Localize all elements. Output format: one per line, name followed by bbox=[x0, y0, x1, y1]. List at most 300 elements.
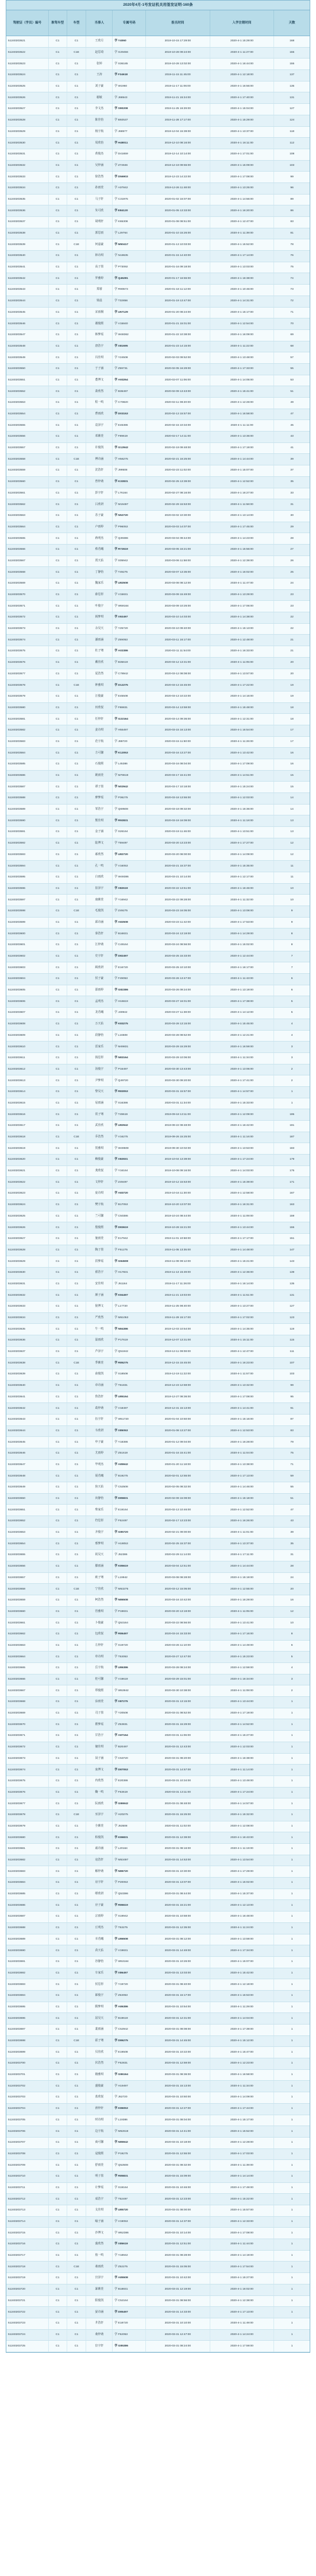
person-cell: 赵思琦 bbox=[86, 48, 113, 59]
table-row bbox=[6, 1731, 310, 1742]
license-id-cell: 51240203548 bbox=[6, 341, 49, 352]
days-cell: 1 bbox=[291, 1971, 293, 1975]
person-cell: 范宇航 bbox=[86, 737, 113, 748]
cancel-time-cell: 2020-4-1 13:06:00 bbox=[210, 1064, 275, 1075]
cancel-time-cell: 2020-4-1 17:06:00 bbox=[210, 601, 275, 612]
register-time-cell: 2019-10-15 17:29:00 bbox=[146, 36, 210, 47]
person-cell: 涂雨萱 bbox=[86, 1697, 113, 1708]
vehicle-type-cell: C1 bbox=[67, 1222, 87, 1233]
permitted-class-cell: C1 bbox=[49, 1245, 67, 1256]
permitted-class-cell: C1 bbox=[49, 1381, 67, 1392]
register-time-cell: 2020-03-31 13:15:00 bbox=[146, 1697, 210, 1708]
table-row bbox=[6, 1663, 310, 1674]
cancel-time-cell: 2020-4-1 17:19:00 bbox=[210, 443, 275, 454]
days-cell: 19 bbox=[290, 683, 294, 687]
person-cell: 金子涵 bbox=[86, 827, 113, 838]
person-cell: 余昊天 bbox=[86, 624, 113, 635]
header-cancel-time: 入学注销时间 bbox=[210, 10, 275, 36]
vehicle-type-cell: C1 bbox=[67, 161, 87, 172]
days-cell: 1 bbox=[291, 2175, 293, 2178]
person-cell: 井浩轩 bbox=[86, 2318, 113, 2329]
person-cell: 贝佳欣 bbox=[86, 2047, 113, 2058]
person-cell: 喻子涵 bbox=[86, 2217, 113, 2228]
table-row bbox=[6, 2036, 310, 2047]
table-row bbox=[6, 48, 310, 59]
permitted-class-cell: C1 bbox=[49, 725, 67, 736]
permitted-class-cell: C1 bbox=[49, 1155, 67, 1165]
vehicle-type-cell: C1 bbox=[67, 318, 87, 329]
days-cell: 17 bbox=[290, 740, 294, 743]
vehicle-type-cell: C1 bbox=[67, 1143, 87, 1154]
license-id-cell: 51240203644 bbox=[6, 1426, 49, 1437]
permitted-class-cell: C1 bbox=[49, 2081, 67, 2092]
exclusive-number-cell: 学 W53942 bbox=[113, 1685, 146, 1696]
vehicle-type-cell: C1 bbox=[67, 1900, 87, 1911]
exclusive-number-cell: 学 M78619 bbox=[113, 771, 146, 782]
person-cell: 乔浩然 bbox=[86, 1132, 113, 1143]
person-cell: 曾梓萌 bbox=[86, 477, 113, 488]
table-row bbox=[6, 1991, 310, 2002]
table-row bbox=[6, 1019, 310, 1031]
person-cell: 宦宇轩 bbox=[86, 2341, 113, 2352]
permitted-class-cell: C1 bbox=[49, 1403, 67, 1414]
cancel-time-cell: 2020-4-1 13:38:00 bbox=[210, 1460, 275, 1471]
days-cell: 191 bbox=[290, 1124, 295, 1128]
table-body bbox=[6, 36, 310, 2352]
permitted-class-cell: C1 bbox=[49, 1132, 67, 1143]
cancel-time-cell: 2020-4-1 13:14:00 bbox=[210, 511, 275, 522]
table-row bbox=[6, 285, 310, 296]
license-id-cell: 51240203558 bbox=[6, 454, 49, 465]
person-cell: 阮雨欣 bbox=[86, 1798, 113, 1809]
permitted-class-cell: C1 bbox=[49, 2115, 67, 2126]
table-row bbox=[6, 1008, 310, 1019]
exclusive-number-cell: 学 W49508 bbox=[113, 1143, 146, 1154]
cancel-time-cell: 2020-4-1 13:08:00 bbox=[210, 906, 275, 917]
permitted-class-cell: C1 bbox=[49, 1234, 67, 1245]
cancel-time-cell: 2020-4-1 16:48:00 bbox=[210, 1911, 275, 1922]
cancel-time-cell: 2020-4-1 12:59:00 bbox=[210, 1663, 275, 1674]
register-time-cell: 2019-12-19 09:55:00 bbox=[146, 161, 210, 172]
person-cell: 尤雨婷 bbox=[86, 1448, 113, 1459]
table-row bbox=[6, 477, 310, 488]
days-cell: 1 bbox=[291, 1960, 293, 1964]
permitted-class-cell: C1 bbox=[49, 962, 67, 973]
days-cell: 57 bbox=[290, 356, 294, 359]
vehicle-type-cell: C1 bbox=[67, 1403, 87, 1414]
vehicle-type-cell: C1 bbox=[67, 1019, 87, 1030]
cancel-time-cell: 2020-4-1 14:14:00 bbox=[210, 2171, 275, 2182]
license-id-cell: 51240203677 bbox=[6, 1798, 49, 1809]
days-cell: 3 bbox=[291, 1678, 293, 1681]
permitted-class-cell: C1 bbox=[49, 861, 67, 872]
person-cell: 马子轩 bbox=[86, 195, 113, 205]
license-id-cell: 51240203568 bbox=[6, 567, 49, 578]
days-cell: 163 bbox=[290, 1203, 295, 1207]
permitted-class-cell: C1 bbox=[49, 161, 67, 172]
exclusive-number-cell: 学 H55497 bbox=[113, 725, 146, 736]
permitted-class-cell: C1 bbox=[49, 1934, 67, 1945]
license-id-cell: 51240203684 bbox=[6, 1878, 49, 1889]
days-cell: 28 bbox=[290, 537, 294, 540]
vehicle-type-cell: C1 bbox=[67, 2160, 87, 2171]
table-row bbox=[6, 1234, 310, 1245]
exclusive-number-cell: 学 B19275 bbox=[113, 1471, 146, 1482]
register-time-cell: 2020-03-15 16:13:00 bbox=[146, 725, 210, 736]
vehicle-type-cell: C1 bbox=[67, 409, 87, 420]
vehicle-type-cell: C1 bbox=[67, 1855, 87, 1866]
permitted-class-cell: C1 bbox=[49, 1528, 67, 1538]
exclusive-number-cell: 学 Q52508 bbox=[113, 2160, 146, 2171]
days-cell: 55 bbox=[290, 1486, 294, 1489]
license-id-cell: 51240203672 bbox=[6, 1742, 49, 1753]
vehicle-type-cell: C1 bbox=[67, 1708, 87, 1719]
days-cell: 7 bbox=[291, 966, 293, 969]
days-cell: 6 bbox=[291, 1643, 293, 1647]
days-cell: 123 bbox=[290, 1316, 295, 1320]
license-id-cell: 51240203540 bbox=[6, 251, 49, 262]
cancel-time-cell: 2020-4-1 17:22:00 bbox=[210, 680, 275, 691]
exclusive-number-cell: 学 A02386 bbox=[113, 646, 146, 657]
cancel-time-cell: 2020-4-1 11:19:00 bbox=[210, 1844, 275, 1855]
person-cell: 司子墨 bbox=[86, 1708, 113, 1719]
register-time-cell: 2019-09-30 10:02:00 bbox=[146, 1143, 210, 1154]
person-cell: 邱诗涵 bbox=[86, 918, 113, 928]
header-days: 天数 bbox=[288, 21, 295, 25]
permitted-class-cell: C1 bbox=[49, 1471, 67, 1482]
permitted-class-cell: C1 bbox=[49, 2205, 67, 2216]
vehicle-type-cell: C1 bbox=[67, 624, 87, 635]
exclusive-number-cell: 学 L19386 bbox=[113, 2115, 146, 2126]
table-row bbox=[6, 2296, 310, 2307]
person-cell: 彭宇轩 bbox=[86, 488, 113, 499]
permitted-class-cell: C1 bbox=[49, 522, 67, 533]
license-id-cell: 51240203687 bbox=[6, 1911, 49, 1922]
permitted-class-cell: C1 bbox=[49, 2058, 67, 2069]
cancel-time-cell: 2020-4-1 11:49:00 bbox=[210, 2318, 275, 2329]
permitted-class-cell: C1 bbox=[49, 2104, 67, 2115]
cancel-time-cell: 2020-4-1 12:33:00 bbox=[210, 2217, 275, 2228]
register-time-cell: 2020-03-31 08:00:00 bbox=[146, 2205, 210, 2216]
person-cell: 孟明杰 bbox=[86, 996, 113, 1007]
license-id-cell: 51240203667 bbox=[6, 1685, 49, 1696]
vehicle-type-cell: C1 bbox=[67, 691, 87, 702]
register-time-cell: 2020-02-21 09:00:00 bbox=[146, 1528, 210, 1538]
exclusive-number-cell: 学 F53619 bbox=[113, 1788, 146, 1798]
person-cell: 朱可欣 bbox=[86, 205, 113, 216]
exclusive-number-cell: 学 H19497 bbox=[113, 2081, 146, 2092]
table-row bbox=[6, 36, 310, 48]
table-row bbox=[6, 511, 310, 522]
vehicle-type-cell: C1 bbox=[67, 1607, 87, 1618]
table-row bbox=[6, 545, 310, 556]
person-cell: 洪梦瑶 bbox=[86, 1256, 113, 1267]
register-time-cell: 2020-02-21 16:25:00 bbox=[146, 454, 210, 465]
exclusive-number-cell: 学 F52497 bbox=[113, 1516, 146, 1527]
permitted-class-cell: C1 bbox=[49, 2284, 67, 2295]
cancel-time-cell: 2020-4-1 15:39:00 bbox=[210, 1177, 275, 1188]
days-cell: 1 bbox=[291, 2028, 293, 2031]
exclusive-number-cell: 学 C49164 bbox=[113, 940, 146, 951]
vehicle-type-cell: C1 bbox=[67, 1426, 87, 1437]
person-cell: 包欣悦 bbox=[86, 1629, 113, 1640]
register-time-cell: 2019-10-20 13:07:00 bbox=[146, 1200, 210, 1211]
register-time-cell: 2020-03-22 13:51:00 bbox=[146, 884, 210, 895]
permitted-class-cell: C1 bbox=[49, 2194, 67, 2205]
days-cell: 135 bbox=[290, 1282, 295, 1285]
table-row bbox=[6, 2183, 310, 2194]
permitted-class-cell: C1 bbox=[49, 2036, 67, 2047]
cancel-time-cell: 2020-4-1 13:48:00 bbox=[210, 352, 275, 363]
vehicle-type-cell: C1 bbox=[67, 872, 87, 883]
license-id-cell: 51240203574 bbox=[6, 635, 49, 646]
person-cell: 牛一鸣 bbox=[86, 1324, 113, 1335]
license-id-cell: 51240203664 bbox=[6, 1652, 49, 1662]
permitted-class-cell: C1 bbox=[49, 928, 67, 939]
license-id-cell: 51240203612 bbox=[6, 1064, 49, 1075]
vehicle-type-cell: C1 bbox=[67, 1053, 87, 1064]
license-id-cell: 51240203552 bbox=[6, 386, 49, 397]
cancel-time-cell: 2020-4-1 11:16:00 bbox=[210, 1132, 275, 1143]
register-time-cell: 2019-11-25 08:40:00 bbox=[146, 1301, 210, 1312]
days-cell: 3 bbox=[291, 1045, 293, 1048]
days-cell: 69 bbox=[290, 333, 294, 337]
license-id-cell: 51240203560 bbox=[6, 477, 49, 488]
vehicle-type-cell: C1 bbox=[67, 2047, 87, 2058]
table-row bbox=[6, 59, 310, 70]
permitted-class-cell: C1 bbox=[49, 1889, 67, 1900]
license-id-cell: 51240203601 bbox=[6, 940, 49, 951]
cancel-time-cell: 2020-4-1 17:13:00 bbox=[210, 1471, 275, 1482]
cancel-time-cell: 2020-4-1 17:41:00 bbox=[210, 1075, 275, 1086]
cancel-time-cell: 2020-4-1 16:43:00 bbox=[210, 1832, 275, 1843]
vehicle-type-cell: C1 bbox=[67, 2307, 87, 2318]
cancel-time-cell: 2020-4-1 12:52:00 bbox=[210, 1505, 275, 1516]
vehicle-type-cell: C1 bbox=[67, 1087, 87, 1098]
days-cell: 1 bbox=[291, 1723, 293, 1726]
cancel-time-cell: 2020-4-1 12:47:00 bbox=[210, 217, 275, 228]
permitted-class-cell: C1 bbox=[49, 2160, 67, 2171]
permitted-class-cell: C1 bbox=[49, 1979, 67, 1990]
exclusive-number-cell: 学 W49386 bbox=[113, 872, 146, 883]
table-row bbox=[6, 2138, 310, 2149]
cancel-time-cell: 2020-4-1 15:27:00 bbox=[210, 2273, 275, 2284]
permitted-class-cell: C1 bbox=[49, 1991, 67, 2002]
person-cell: 冉欣然 bbox=[86, 1776, 113, 1787]
table-row bbox=[6, 714, 310, 725]
days-cell: 76 bbox=[290, 254, 294, 258]
exclusive-number-cell: 学 P20053 bbox=[113, 1878, 146, 1889]
license-id-cell: 51240203531 bbox=[6, 149, 49, 160]
register-time-cell: 2020-03-31 12:19:00 bbox=[146, 2284, 210, 2295]
table-row bbox=[6, 669, 310, 681]
exclusive-number-cell: 学 Q46281 bbox=[113, 273, 146, 284]
days-cell: 108 bbox=[290, 153, 295, 156]
register-time-cell: 2019-10-04 13:39:00 bbox=[146, 1155, 210, 1165]
exclusive-number-cell: 学 Y16164 bbox=[113, 1166, 146, 1177]
license-id-cell: 51240203689 bbox=[6, 1934, 49, 1945]
license-id-cell: 51240203620 bbox=[6, 1155, 49, 1165]
exclusive-number-cell: 学 U85720 bbox=[113, 2205, 146, 2216]
permitted-class-cell: C1 bbox=[49, 1019, 67, 1030]
vehicle-type-cell: C1 bbox=[67, 2183, 87, 2194]
permitted-class-cell: C1 bbox=[49, 477, 67, 488]
exclusive-number-cell: 学 H16619 bbox=[113, 996, 146, 1007]
register-time-cell: 2020-03-27 11:38:00 bbox=[146, 1008, 210, 1019]
permitted-class-cell: C1 bbox=[49, 251, 67, 262]
register-time-cell: 2020-03-02 10:30:00 bbox=[146, 511, 210, 522]
register-time-cell: 2020-01-15 14:40:00 bbox=[146, 251, 210, 262]
license-id-cell: 51240203571 bbox=[6, 601, 49, 612]
vehicle-type-cell: C1 bbox=[67, 262, 87, 273]
register-time-cell: 2020-03-31 14:33:00 bbox=[146, 2307, 210, 2318]
license-id-cell: 51240203628 bbox=[6, 1245, 49, 1256]
cancel-time-cell: 2020-4-1 16:34:00 bbox=[210, 1674, 275, 1685]
cancel-time-cell: 2020-4-1 12:47:00 bbox=[210, 1347, 275, 1358]
person-cell: 符思彤 bbox=[86, 1516, 113, 1527]
cancel-time-cell: 2020-4-1 14:48:00 bbox=[210, 1245, 275, 1256]
person-cell: 桑梓萌 bbox=[86, 2330, 113, 2341]
cancel-time-cell: 2020-4-1 12:03:00 bbox=[210, 1742, 275, 1753]
exclusive-number-cell: 学 B16831 bbox=[113, 928, 146, 939]
permitted-class-cell: C1 bbox=[49, 578, 67, 589]
cancel-time-cell: 2020-4-1 16:42:00 bbox=[210, 1121, 275, 1132]
exclusive-number-cell: 学 K32831 bbox=[113, 477, 146, 488]
days-cell: 1 bbox=[291, 2163, 293, 2167]
table-row bbox=[6, 872, 310, 884]
permitted-class-cell: C1 bbox=[49, 714, 67, 725]
license-id-cell: 51240203588 bbox=[6, 793, 49, 804]
license-id-cell: 51240203546 bbox=[6, 318, 49, 329]
cancel-time-cell: 2020-4-1 16:09:00 bbox=[210, 330, 275, 341]
person-cell: 成浩宇 bbox=[86, 2194, 113, 2205]
register-time-cell: 2020-03-15 11:50:00 bbox=[146, 737, 210, 748]
table-row bbox=[6, 239, 310, 251]
vehicle-type-cell: C1 bbox=[67, 1765, 87, 1775]
exclusive-number-cell: 学 A85942 bbox=[113, 1460, 146, 1471]
exclusive-number-cell: 学 M19497 bbox=[113, 499, 146, 510]
table-row bbox=[6, 1798, 310, 1810]
register-time-cell: 2020-02-13 10:46:00 bbox=[146, 1505, 210, 1516]
table-row bbox=[6, 1053, 310, 1064]
table-row bbox=[6, 996, 310, 1008]
person-cell: 兰可馨 bbox=[86, 1211, 113, 1222]
exclusive-number-cell: 学 B18831 bbox=[113, 2284, 146, 2295]
vehicle-type-cell: C1 bbox=[67, 1042, 87, 1052]
table-row bbox=[6, 1177, 310, 1188]
exclusive-number-cell: 学 L29764 bbox=[113, 228, 146, 239]
vehicle-type-cell: C1 bbox=[67, 838, 87, 849]
license-id-cell: 51240203585 bbox=[6, 759, 49, 770]
exclusive-number-cell: 学 S19942 bbox=[113, 1911, 146, 1922]
person-cell: 商可馨 bbox=[86, 2138, 113, 2148]
person-cell: 桑雨欣 bbox=[86, 2262, 113, 2272]
register-time-cell: 2019-11-05 13:35:00 bbox=[146, 1245, 210, 1256]
register-time-cell: 2020-02-29 11:14:00 bbox=[146, 1550, 210, 1561]
exclusive-number-cell: 学 J99508 bbox=[113, 465, 146, 476]
exclusive-number-cell: 学 C52508 bbox=[113, 1482, 146, 1493]
register-time-cell: 2020-03-29 10:06:00 bbox=[146, 1053, 210, 1064]
vehicle-type-cell: C1 bbox=[67, 635, 87, 646]
days-cell: 8 bbox=[291, 932, 293, 935]
cancel-time-cell: 2020-4-1 11:39:00 bbox=[210, 2160, 275, 2171]
vehicle-type-cell: C1E bbox=[67, 2262, 87, 2272]
exclusive-number-cell: 学 R92831 bbox=[113, 815, 146, 826]
vehicle-type-cell: C1 bbox=[67, 1979, 87, 1990]
exclusive-number-cell: 学 L19942 bbox=[113, 1573, 146, 1584]
exclusive-number-cell: 学 T53053 bbox=[113, 1652, 146, 1662]
table-row bbox=[6, 409, 310, 421]
license-id-cell: 51240203622 bbox=[6, 1177, 49, 1188]
permitted-class-cell: C1 bbox=[49, 262, 67, 273]
days-cell: 9 bbox=[291, 910, 293, 913]
person-cell: 蒲欣然 bbox=[86, 2239, 113, 2250]
register-time-cell: 2019-10-28 13:02:00 bbox=[146, 59, 210, 69]
register-time-cell: 2020-03-14 09:36:00 bbox=[146, 714, 210, 725]
vehicle-type-cell: C1 bbox=[67, 375, 87, 386]
vehicle-type-cell: C1E bbox=[67, 906, 87, 917]
license-id-cell: 51240203705 bbox=[6, 2115, 49, 2126]
register-time-cell: 2020-03-17 15:41:00 bbox=[146, 771, 210, 782]
cancel-time-cell: 2020-4-1 15:18:00 bbox=[210, 1494, 275, 1505]
vehicle-type-cell: C1 bbox=[67, 1731, 87, 1742]
exclusive-number-cell: 学 W51720 bbox=[113, 1415, 146, 1425]
permitted-class-cell: C1 bbox=[49, 635, 67, 646]
vehicle-type-cell: C1 bbox=[67, 81, 87, 92]
cancel-time-cell: 2020-4-1 14:44:00 bbox=[210, 454, 275, 465]
exclusive-number-cell: 学 E17942 bbox=[113, 1234, 146, 1245]
cancel-time-cell: 2020-4-1 15:04:00 bbox=[210, 104, 275, 115]
header-vehicle-type: 车型 bbox=[67, 10, 87, 36]
days-cell: 1 bbox=[291, 1101, 293, 1105]
exclusive-number-cell: 学 X85053 bbox=[113, 1426, 146, 1437]
person-cell: 杜子骞 bbox=[86, 646, 113, 657]
person-cell: 明子墨 bbox=[86, 2171, 113, 2182]
permitted-class-cell: C1 bbox=[49, 465, 67, 476]
exclusive-number-cell: 学 E19508 bbox=[113, 2047, 146, 2058]
person-cell: 江梓萌 bbox=[86, 940, 113, 951]
register-time-cell: 2020-03-31 15:25:00 bbox=[146, 1810, 210, 1821]
days-cell: 1 bbox=[291, 1757, 293, 1760]
license-id-cell: 51240203655 bbox=[6, 1550, 49, 1561]
table-row bbox=[6, 601, 310, 612]
vehicle-type-cell: C1 bbox=[67, 815, 87, 826]
permitted-class-cell: C1 bbox=[49, 793, 67, 804]
person-cell: 宋雨桐 bbox=[86, 308, 113, 318]
license-id-cell: 51240203621 bbox=[6, 1166, 49, 1177]
register-time-cell: 2020-03-31 08:48:00 bbox=[146, 1798, 210, 1809]
cancel-time-cell: 2020-4-1 13:37:00 bbox=[210, 1538, 275, 1549]
exclusive-number-cell: 学 F52053 bbox=[113, 2330, 146, 2341]
person-cell: 翟浩宇 bbox=[86, 1268, 113, 1279]
cancel-time-cell: 2020-4-1 13:19:00 bbox=[210, 985, 275, 996]
cancel-time-cell: 2020-4-1 13:36:00 bbox=[210, 432, 275, 442]
table-row bbox=[6, 522, 310, 534]
license-id-cell: 51240203636 bbox=[6, 1335, 49, 1346]
cancel-time-cell: 2020-4-1 12:52:00 bbox=[210, 477, 275, 488]
exclusive-number-cell: 学 V16275 bbox=[113, 1132, 146, 1143]
table-row bbox=[6, 1979, 310, 1991]
days-cell: 12 bbox=[290, 853, 294, 856]
permitted-class-cell: C1 bbox=[49, 1685, 67, 1696]
register-time-cell: 2020-03-28 08:24:00 bbox=[146, 1663, 210, 1674]
register-time-cell: 2020-03-31 12:51:00 bbox=[146, 2239, 210, 2250]
exclusive-number-cell: 学 Y16942 bbox=[113, 895, 146, 906]
days-cell: 107 bbox=[290, 1361, 295, 1365]
table-row bbox=[6, 1290, 310, 1301]
table-row bbox=[6, 1437, 310, 1448]
days-cell: 47 bbox=[290, 413, 294, 416]
